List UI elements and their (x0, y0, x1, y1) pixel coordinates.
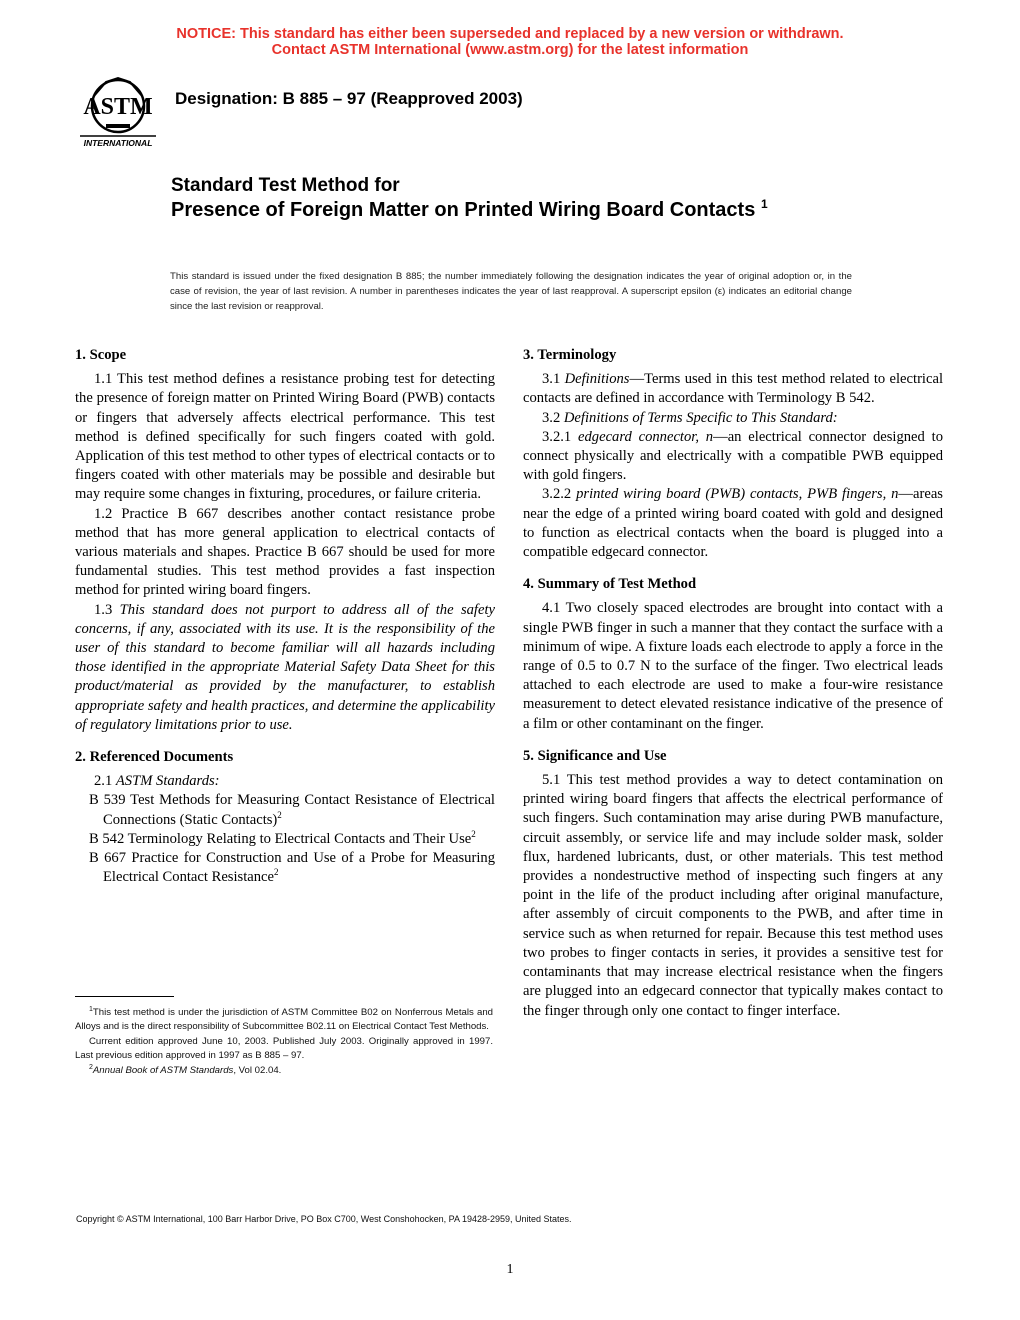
paragraph-3-2: 3.2 Definitions of Terms Specific to This Standard: (542, 409, 838, 426)
section-heading-referenced-documents: 2. Referenced Documents (75, 749, 234, 766)
astm-logo (76, 74, 160, 150)
notice-line-1: NOTICE: This standard has either been superseded and replaced by a new version or withdrawn. (176, 26, 844, 42)
section-heading-summary: 4. Summary of Test Method (523, 576, 697, 593)
footnote-1-edition: Current edition approved June 10, 2003. Published July 2003. Originally approved in 1997. Last previous edition approved in 1997 as B 885 – 97. (75, 1035, 493, 1062)
designation: Designation: B 885 – 97 (Reapproved 2003) (175, 89, 523, 108)
title-main: Presence of Foreign Matter on Printed Wiring Board Contacts $^1$ (171, 197, 768, 221)
copyright: Copyright © ASTM International, 100 Barr Harbor Drive, PO Box C700, West Conshohocken, PA 19428-2959, United States. (76, 1214, 572, 1224)
footnote-2: $^2$Annual Book of ASTM Standards, Vol 02.04. (89, 1063, 282, 1076)
issued-note: This standard is issued under the fixed designation B 885; the number immediately following the designation indicates the year of original adoption or, in the case of revision, the year of last revision. A number in parentheses indicates the year of last reapproval. A superscript epsilon (ε) indicates an editorial change since the last revision or reapproval. (170, 271, 852, 312)
paragraph-1-2: 1.2 Practice B 667 describes another contact resistance probe method that has more general application to electrical contacts of various materials and shapes. Practice B 667 should be used for more fundamental studies. This test method provides a fast inspection method for printed wiring board fingers. (75, 505, 495, 599)
reference-b542: B 542 Terminology Relating to Electrical Contacts and Their Use$^2$ (89, 828, 476, 847)
document-title (171, 174, 931, 223)
paragraph-1-3: 1.3 This standard does not purport to address all of the safety concerns, if any, associated with its use. It is the responsibility of the user of this standard to become familiar will all hazards including those identified in the appropriate Material Safety Data Sheet for this product/material as provided by the manufacturer, to establish appropriate safety and health practices, and determine the applicability of regulatory limitations prior to use. (75, 601, 495, 733)
page-number: 1 (506, 1262, 514, 1277)
paragraph-3-1: 3.1 Definitions—Terms used in this test method related to electrical contacts are defined in accordance with Terminology B 542. (523, 371, 943, 407)
paragraph-3-2-1: 3.2.1 edgecard connector, n—an electrical connector designed to connect physically and electrically with a compatible PWB equipped with gold fingers. (523, 428, 943, 484)
footnotes (75, 1006, 493, 1078)
footnote-1: $^1$This test method is under the jurisdiction of ASTM Committee B02 on Nonferrous Metals and Alloys and is the direct responsibility of Subcommittee B02.11 on Electrical Contact Test Methods. (75, 1006, 493, 1033)
superseded-notice (0, 26, 1020, 58)
section-heading-scope: 1. Scope (75, 347, 127, 363)
left-column (75, 346, 495, 887)
logo-letters: ASTM (83, 94, 153, 120)
astm-logo-icon (76, 74, 160, 150)
logo-text: INTERNATIONAL (83, 138, 153, 148)
footnote-rule (75, 996, 174, 997)
notice-line-2: Contact ASTM International (www.astm.org) for the latest information (271, 42, 749, 58)
title-footnote-ref: 1 (761, 197, 768, 211)
title-prefix: Standard Test Method for (171, 175, 400, 196)
paragraph-5-1: 5.1 This test method provides a way to detect contamination on printed wiring board fingers that affects the electrical performance of such fingers. Such contamination may arise during PWB manufacture, circuit assembly, or service life and may include solder mask, solder flux, hardened lubricants, dust, or other materials. This test method provides a nondestructive method of inspecting such fingers at any point in the life of the product including after original manufacture, after assembly of circuit components to the PWB, and after time in service such as when returned for repair. Because this test method uses two probes to finger contacts in series, it provides a sensitive test for contaminants that may increase electrical resistance when the fingers are plugged into an edgecard connector that typically makes contact to the finger through only one contact to finger interface. (523, 772, 943, 1019)
paragraph-2-1: 2.1 ASTM Standards: (94, 773, 220, 790)
section-heading-significance: 5. Significance and Use (523, 747, 667, 764)
right-column (523, 346, 943, 1021)
paragraph-4-1: 4.1 Two closely spaced electrodes are brought into contact with a single PWB finger in such a manner that they contact the surface with a minimum of wipe. A fixture loads each electrode to apply a force in the range of 0.5 to 0.7 N to the surface of the finger. Two electrical leads attached to each electrode are used to make a four-wire resistance measurement to detect elevated resistance indicative of the presence of a film or other contaminant on the finger. (523, 600, 943, 732)
paragraph-3-2-2: 3.2.2 printed wiring board (PWB) contacts, PWB fingers, n—areas near the edge of a printed wiring board coated with gold and designed to function as electrical contacts when the board is plugged into a compatible edgecard connector. (523, 486, 943, 561)
section-heading-terminology: 3. Terminology (523, 347, 617, 363)
reference-b667: B 667 Practice for Construction and Use of a Probe for Measuring Electrical Contact Resistance$^2$ (89, 850, 495, 886)
reference-b539: B 539 Test Methods for Measuring Contact Resistance of Electrical Connections (Static Contacts)$^2$ (89, 792, 495, 828)
paragraph-1-1: 1.1 This test method defines a resistance probing test for detecting the presence of foreign matter on Printed Wiring Board (PWB) contacts or fingers that adversely affects electrical performance. This test method is defined specifically for such fingers coated with gold. Application of this test method to other types of electrical contacts or to fingers coated with other materials may be possible and desirable but may require some changes in fixturing, procedures, or failure criteria. (75, 371, 495, 503)
